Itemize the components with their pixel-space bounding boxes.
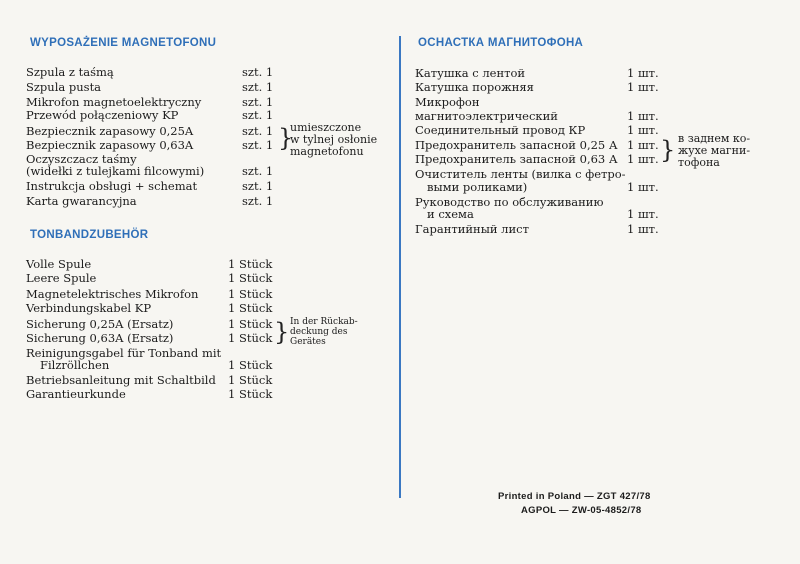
item-qty: 1 шт. [627, 123, 659, 137]
note-line: deckung des [290, 327, 348, 337]
item-name: Magnetelektrisches Mikrofon [26, 287, 199, 301]
item-qty: 1 Stück [228, 317, 273, 331]
item-qty: 1 шт. [627, 138, 659, 152]
item-qty: szt. 1 [242, 138, 274, 152]
note-line: w tylnej osłonie [290, 133, 378, 146]
item-qty: szt. 1 [242, 179, 274, 193]
note-line: Gerätes [290, 337, 326, 347]
item-name: Sicherung 0,25A (Ersatz) [26, 317, 174, 331]
item-name: Karta gwarancyjna [26, 194, 137, 208]
russian-section-title: ОСНАСТКА МАГНИТОФОНА [418, 37, 584, 49]
item-qty: 1 Stück [228, 358, 273, 372]
item-qty: 1 Stück [228, 373, 273, 387]
item-qty: 1 Stück [228, 257, 273, 271]
column-divider [399, 36, 401, 498]
item-qty: szt. 1 [242, 95, 274, 109]
item-name: Предохранитель запасной 0,63 А [415, 152, 618, 166]
item-name: Микрофон [415, 95, 480, 109]
item-name: Sicherung 0,63A (Ersatz) [26, 331, 174, 345]
note-line: magnetofonu [290, 145, 364, 158]
item-qty: 1 шт. [627, 109, 659, 123]
item-name: (widełki z tulejkami filcowymi) [26, 164, 205, 178]
german-location-note [290, 317, 358, 347]
russian-location-note [678, 133, 750, 169]
item-name: Очиститель ленты (вилка с фетро- [415, 167, 626, 181]
item-name: Mikrofon magnetoelektryczny [26, 95, 202, 109]
item-name: Bezpiecznik zapasowy 0,63A [26, 138, 194, 152]
item-name: Руководство по обслуживанию [415, 195, 604, 209]
item-name: Соединительный провод КР [415, 123, 586, 137]
note-line: жухе магни- [678, 144, 751, 157]
item-name: Garantieurkunde [26, 387, 126, 401]
note-line: тофона [678, 156, 720, 169]
item-qty: 1 Stück [228, 387, 273, 401]
item-name: Szpula pusta [26, 80, 102, 94]
item-name: Leere Spule [26, 271, 97, 285]
item-qty: 1 шт. [627, 180, 659, 194]
item-name: Betriebsanleitung mit Schaltbild [26, 373, 216, 387]
item-name: выми роликами) [427, 180, 528, 194]
item-qty: 1 Stück [228, 331, 273, 345]
item-qty: 1 шт. [627, 222, 659, 236]
item-name: Oczyszczacz taśmy [26, 152, 137, 166]
item-name: Volle Spule [26, 257, 92, 271]
item-qty: szt. 1 [242, 108, 274, 122]
item-qty: 1 шт. [627, 66, 659, 80]
item-name: и схема [427, 207, 474, 221]
item-qty: 1 шт. [627, 80, 659, 94]
note-line: umieszczone [290, 121, 362, 134]
brace-icon: } [660, 136, 676, 164]
item-qty: 1 Stück [228, 301, 273, 315]
item-name: Instrukcja obsługi + schemat [26, 179, 198, 193]
item-name: Szpula z taśmą [26, 65, 114, 79]
item-qty: szt. 1 [242, 194, 274, 208]
print-info-line1: Printed in Poland — ZGT 427/78 [498, 491, 651, 502]
item-name: Предохранитель запасной 0,25 А [415, 138, 618, 152]
item-name: Verbindungskabel KP [26, 301, 152, 315]
item-name: Filzröllchen [40, 358, 110, 372]
item-qty: szt. 1 [242, 80, 274, 94]
item-qty: 1 Stück [228, 271, 273, 285]
item-name: Reinigungsgabel für Tonband mit [26, 346, 222, 360]
item-qty: 1 шт. [627, 207, 659, 221]
brace-icon: } [274, 318, 290, 346]
print-info-line2: AGPOL — ZW-05-4852/78 [521, 505, 642, 516]
item-name: Przewód połączeniowy KP [26, 108, 179, 122]
german-section-title: TONBANDZUBEHÖR [30, 229, 149, 241]
polish-section-title: WYPOSAŻENIE MAGNETOFONU [30, 37, 217, 49]
item-name: Bezpiecznik zapasowy 0,25A [26, 124, 194, 138]
item-qty: szt. 1 [242, 164, 274, 178]
item-qty: szt. 1 [242, 124, 274, 138]
item-qty: 1 шт. [627, 152, 659, 166]
item-qty: szt. 1 [242, 65, 274, 79]
item-name: Катушка порожняя [415, 80, 534, 94]
brace-icon: } [278, 124, 294, 152]
polish-location-note [290, 122, 377, 158]
item-qty: 1 Stück [228, 287, 273, 301]
note-line: в заднем ко- [678, 132, 751, 145]
item-name: магнитоэлектрический [415, 109, 558, 123]
item-name: Гарантийный лист [415, 222, 529, 236]
item-name: Катушка с лентой [415, 66, 526, 80]
note-line: In der Rückab- [290, 317, 358, 327]
